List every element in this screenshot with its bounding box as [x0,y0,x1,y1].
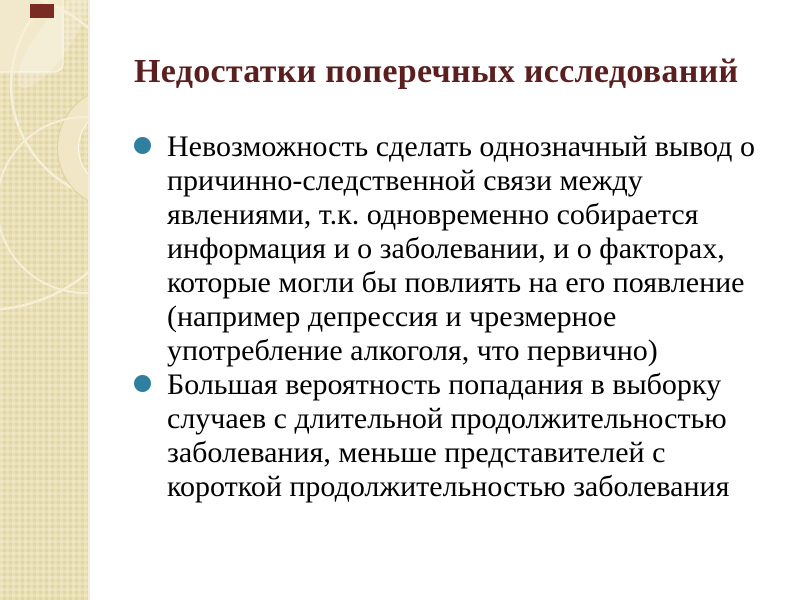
bullet-icon [134,375,151,392]
slide-title: Недостатки поперечных исследований [134,53,739,90]
bullet-list [134,130,770,504]
bullet-text: Большая вероятность попадания в выборку случаев с длительной продолжительностью заболевания, меньше представителей с короткой продолжительностью заболевания [167,368,730,503]
bullet-icon [134,137,151,154]
list-item [134,130,767,368]
bullet-text: Невозможность сделать однозначный вывод о причинно-следственной связи между явлениями, т.к. одновременно собирается информация и о заболевании, и о факторах, которые могли бы повлиять на его появление (например депрессия и чрезмерное употребление алкоголя, что первично) [167,130,755,367]
list-item [134,368,767,504]
